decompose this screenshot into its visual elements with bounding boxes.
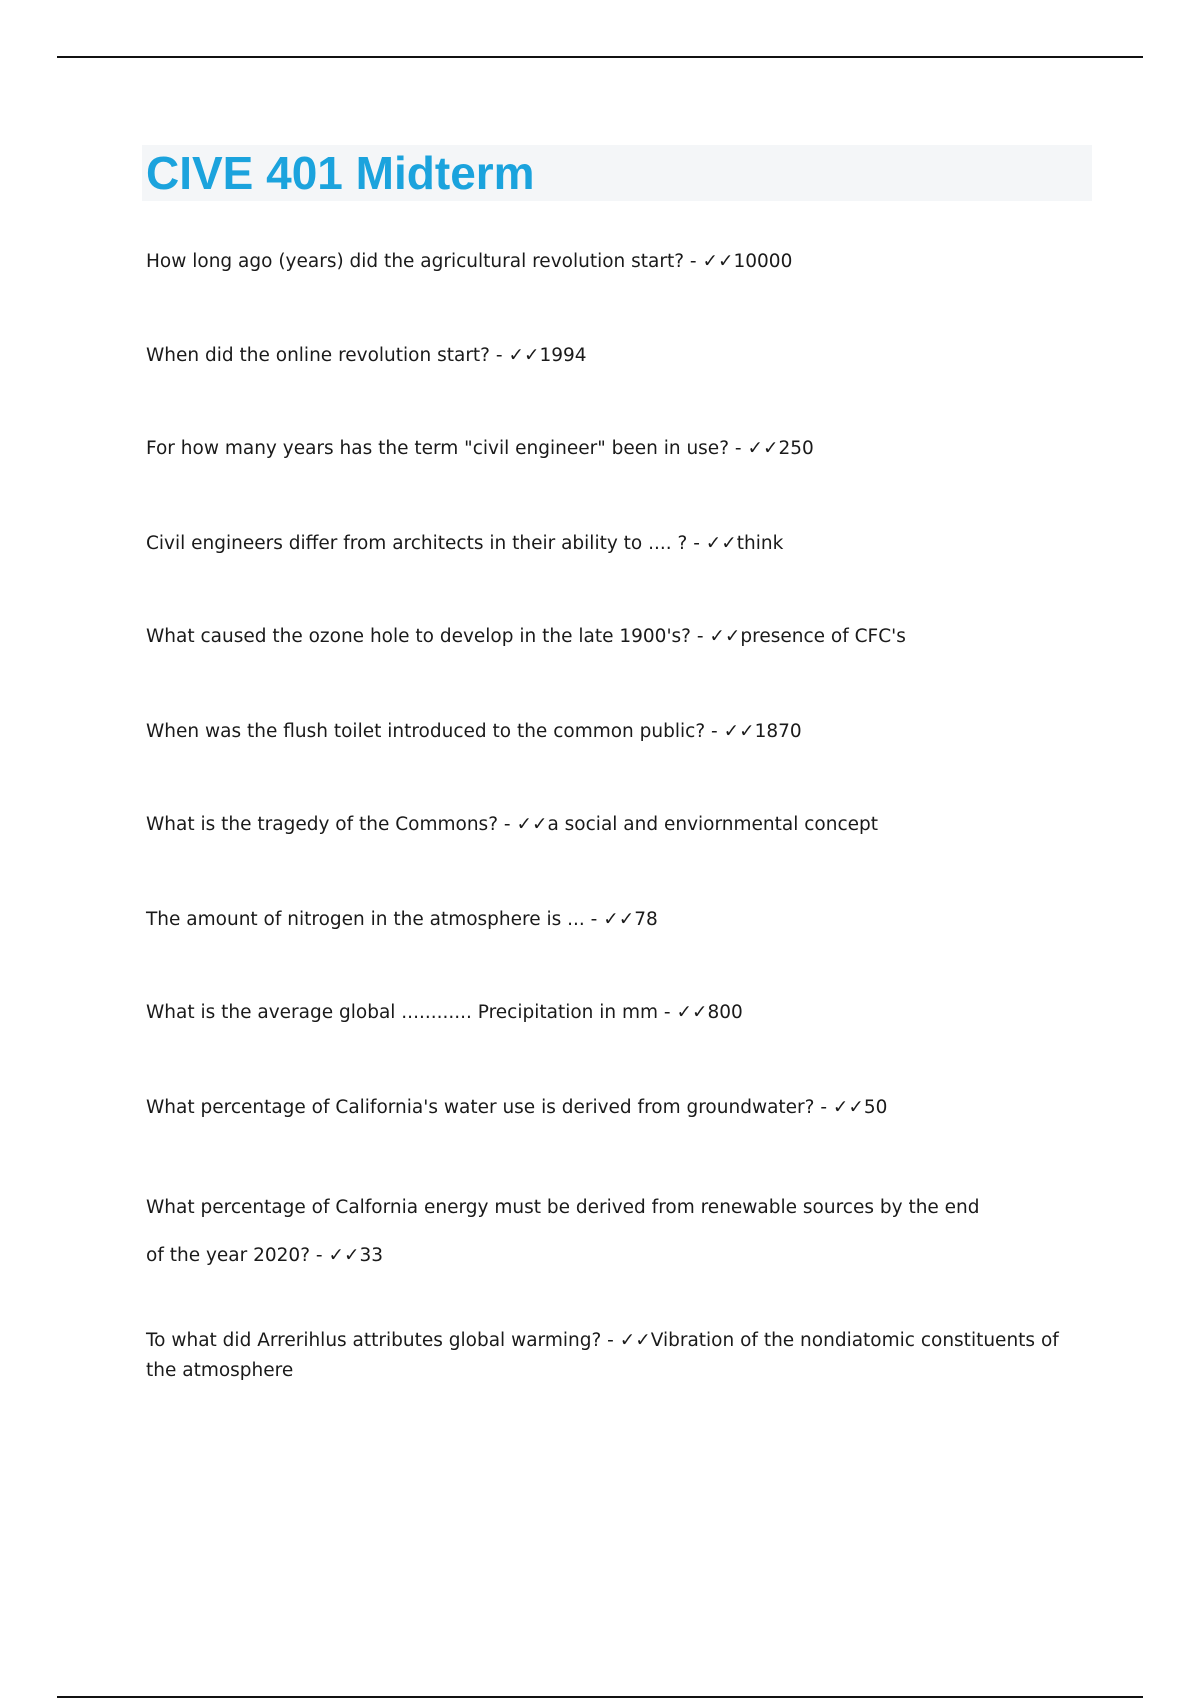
qa-item-line-1: What percentage of Calfornia energy must be derived from renewable sources by the end bbox=[146, 1197, 980, 1218]
qa-item: What caused the ozone hole to develop in the late 1900's? - ✓✓presence of CFC's bbox=[146, 626, 906, 647]
qa-item: How long ago (years) did the agricultural revolution start? - ✓✓10000 bbox=[146, 251, 793, 272]
qa-item-line-2: of the year 2020? - ✓✓33 bbox=[146, 1245, 383, 1266]
qa-item: Civil engineers differ from architects in their ability to .... ? - ✓✓think bbox=[146, 533, 784, 554]
header-rule bbox=[57, 56, 1143, 58]
qa-item: When did the online revolution start? - ✓✓1994 bbox=[146, 345, 587, 366]
title-banner bbox=[142, 145, 1092, 201]
qa-item: What is the average global ............ Precipitation in mm - ✓✓800 bbox=[146, 1002, 743, 1023]
qa-item: For how many years has the term "civil engineer" been in use? - ✓✓250 bbox=[146, 438, 814, 459]
qa-item: What is the tragedy of the Commons? - ✓✓a social and enviornmental concept bbox=[146, 814, 879, 835]
qa-item: To what did Arrerihlus attributes global warming? - ✓✓Vibration of the nondiatomic constituents of the atmosphere bbox=[146, 1330, 1059, 1381]
qa-item-multiline bbox=[146, 1184, 1092, 1280]
qa-item: What percentage of California's water use is derived from groundwater? - ✓✓50 bbox=[146, 1097, 888, 1118]
footer-rule bbox=[57, 1696, 1143, 1698]
qa-item: The amount of nitrogen in the atmosphere is ... - ✓✓78 bbox=[146, 909, 658, 930]
document-title: CIVE 401 Midterm bbox=[146, 147, 535, 199]
qa-item: When was the flush toilet introduced to the common public? - ✓✓1870 bbox=[146, 721, 802, 742]
